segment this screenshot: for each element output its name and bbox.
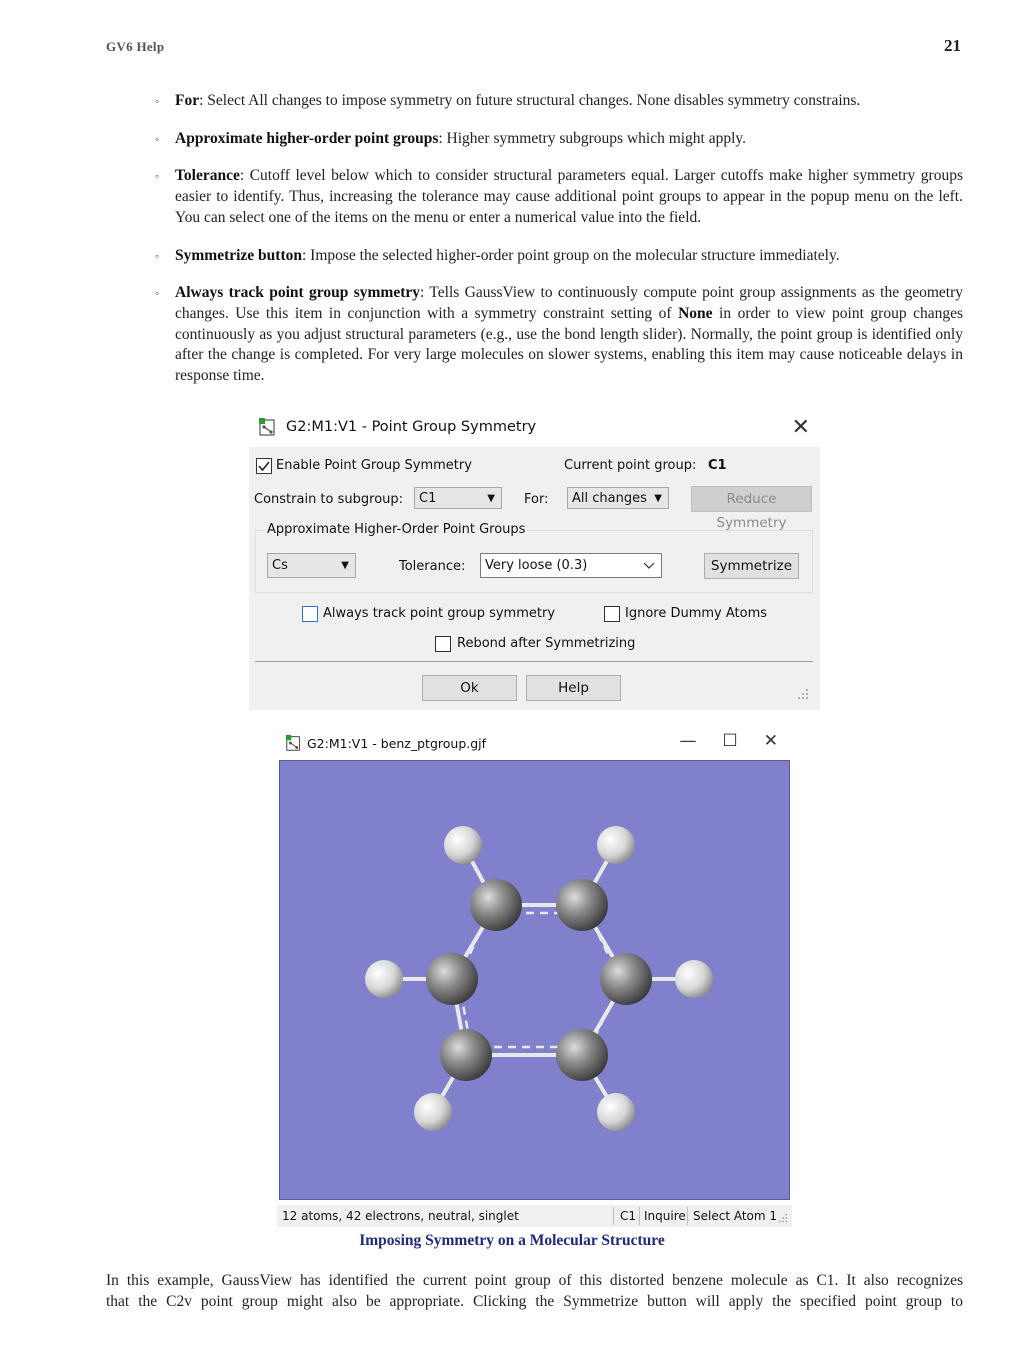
tolerance-value: Very loose (0.3)	[485, 558, 588, 573]
bullet-icon: ◦	[155, 94, 160, 108]
chevron-down-icon: ▼	[341, 560, 349, 571]
constrain-value: C1	[419, 491, 437, 506]
approx-groups-title: Approximate Higher-Order Point Groups	[267, 522, 526, 537]
list-item	[155, 246, 963, 267]
status-bar	[277, 1205, 792, 1227]
symmetrize-button[interactable]: Symmetrize	[704, 553, 799, 579]
rebond-checkbox[interactable]	[435, 636, 451, 652]
app-icon	[285, 734, 303, 752]
enable-point-group-label: Enable Point Group Symmetry	[276, 458, 472, 473]
divider	[639, 1207, 640, 1225]
bullet-icon: ◦	[155, 169, 160, 184]
divider	[255, 661, 813, 662]
always-track-label: Always track point group symmetry	[323, 606, 556, 621]
point-group-dialog	[249, 409, 820, 710]
for-label: For:	[524, 492, 549, 507]
status-molecule-info: 12 atoms, 42 electrons, neutral, singlet	[282, 1209, 519, 1223]
maximize-icon[interactable]: ☐	[722, 731, 738, 751]
description: : Higher symmetry subgroups which might apply.	[438, 129, 747, 147]
description: : Cutoff level below which to consider structural parameters equal. Larger cutoffs make higher symmetry groups easier to identify. Thus, increasing the tolerance may cause additional point groups to appear in the popup menu on the left. You can select one of the items on the menu or enter a numerical value into the field.	[175, 167, 963, 226]
description: : Select All changes to impose symmetry on future structural changes. None disables symmetry constrains.	[199, 92, 861, 109]
chevron-down-icon: ▼	[487, 493, 495, 504]
current-point-group-label: Current point group:	[564, 458, 697, 473]
ok-button[interactable]: Ok	[422, 675, 517, 701]
for-value: All changes	[572, 491, 647, 506]
status-selection: Select Atom 1	[693, 1209, 778, 1223]
status-point-group: C1	[620, 1209, 637, 1223]
carbon-atoms	[426, 879, 652, 1081]
close-icon[interactable]: ✕	[791, 415, 810, 440]
reduce-symmetry-button[interactable]: Reduce Symmetry	[691, 486, 812, 512]
for-select[interactable]	[567, 487, 669, 509]
option-list	[155, 91, 963, 404]
ignore-dummy-checkbox[interactable]	[604, 606, 620, 622]
term: For	[175, 92, 200, 109]
always-track-checkbox[interactable]	[302, 606, 318, 622]
close-icon[interactable]: ✕	[763, 731, 778, 751]
current-point-group-value: C1	[708, 458, 727, 473]
window-controls	[654, 731, 779, 751]
chevron-down-icon: ▼	[654, 493, 662, 504]
dialog-titlebar	[249, 409, 820, 447]
tolerance-select[interactable]	[480, 553, 662, 578]
term: Approximate higher-order point groups	[175, 129, 439, 147]
aromatic-bonds	[461, 913, 616, 1047]
divider	[687, 1207, 688, 1225]
approx-group-select[interactable]	[267, 553, 356, 578]
window-title: G2:M1:V1 - benz_ptgroup.gjf	[307, 736, 487, 751]
resize-grip-icon[interactable]	[778, 1213, 788, 1223]
description: in order to view point group changes continuously as you adjust structural parameters (e.g., use the bond length slider). Normally, the point group is identified only after the change is completed. For very large molecules on slower systems, enabling this item may cause noticeable delays in response time.	[175, 304, 964, 385]
paragraph-line: that the C2v point group might also be appropriate. Clicking the Symmetrize button will apply the specified point group to	[106, 1292, 963, 1310]
running-header: GV6 Help	[106, 39, 165, 54]
constrain-label: Constrain to subgroup:	[254, 492, 404, 507]
list-item	[155, 129, 963, 150]
constrain-subgroup-select[interactable]	[414, 487, 502, 509]
divider	[613, 1207, 614, 1225]
rebond-label: Rebond after Symmetrizing	[457, 636, 636, 651]
term: Always track point group symmetry	[175, 284, 420, 302]
molecule-window	[277, 729, 792, 1227]
bullet-icon: ◦	[155, 131, 160, 146]
figure-caption: Imposing Symmetry on a Molecular Structure	[359, 1232, 665, 1249]
approx-value: Cs	[272, 558, 288, 573]
body-paragraph	[106, 1271, 963, 1312]
status-mode: Inquire	[644, 1209, 686, 1223]
term-none: None	[678, 304, 713, 322]
list-item	[155, 166, 963, 228]
benzene-model	[280, 761, 789, 1199]
paragraph-line: In this example, GaussView has identified the current point group of this distorted benzene molecule as C1. It also recognizes	[106, 1272, 963, 1289]
dialog-title: G2:M1:V1 - Point Group Symmetry	[286, 419, 537, 435]
tolerance-label: Tolerance:	[399, 559, 466, 574]
ignore-dummy-label: Ignore Dummy Atoms	[625, 606, 768, 621]
description: : Tells GaussView to continuously compute point group assignments as the geometry changes. Use this item in conjunction with a symmetry constraint setting of	[175, 284, 964, 322]
list-item	[155, 283, 963, 387]
list-item	[155, 91, 963, 112]
help-button[interactable]: Help	[526, 675, 621, 701]
term: Symmetrize button	[175, 246, 302, 264]
app-icon	[258, 417, 278, 437]
description: : Impose the selected higher-order point group on the molecular structure immediately.	[302, 246, 840, 264]
resize-grip-icon[interactable]	[797, 688, 809, 700]
molecule-canvas[interactable]	[279, 760, 790, 1200]
enable-point-group-checkbox[interactable]	[256, 458, 272, 474]
checkmark-icon	[257, 459, 271, 473]
term: Tolerance	[175, 167, 240, 185]
bullet-icon: ◦	[155, 248, 160, 263]
page-number: 21	[944, 36, 961, 55]
minimize-icon[interactable]: —	[679, 731, 697, 751]
bullet-icon: ◦	[155, 286, 160, 301]
chevron-down-icon	[643, 561, 655, 571]
